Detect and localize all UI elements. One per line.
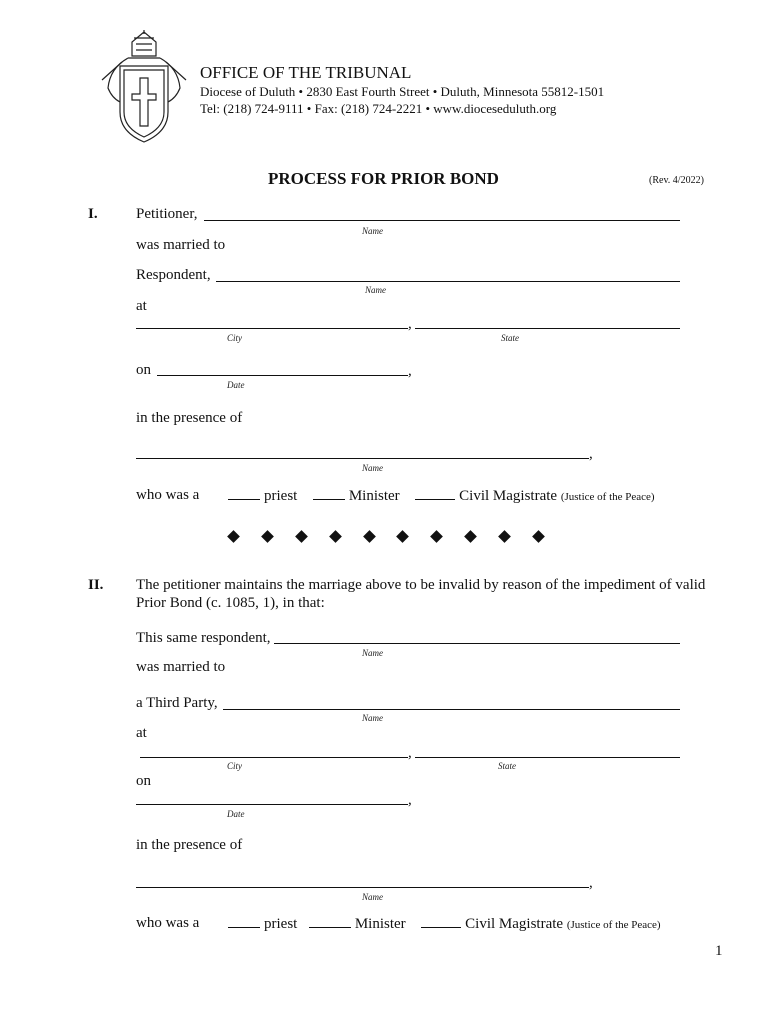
minister-label: Minister [354,916,406,932]
diamond-icon [363,530,376,543]
respondent-label: Respondent, [136,267,211,283]
third-party-name-field[interactable] [223,709,680,710]
married-to-label-2: was married to [136,659,226,675]
name-caption: Name [362,713,383,723]
comma: , [589,446,593,462]
name-caption: Name [362,463,383,473]
date-caption: Date [227,380,245,390]
who-was-label: who was a [136,487,200,503]
diamond-icon [498,530,511,543]
name-caption: Name [365,285,386,295]
comma: , [589,875,593,891]
officiant-type-options [228,487,655,505]
diocese-coat-of-arms-icon [98,28,190,148]
diamond-icon [227,530,240,543]
diamond-icon [396,530,409,543]
married-to-label: was married to [136,237,226,253]
justice-of-peace-note: (Justice of the Peace) [566,919,661,931]
on-label: on [136,362,151,378]
civil-magistrate-blank[interactable] [421,915,461,928]
city-field-2[interactable] [140,757,408,758]
priest-label: priest [264,916,298,932]
name-caption: Name [362,892,383,902]
at-label-2: at [136,725,147,741]
office-address: Diocese of Duluth • 2830 East Fourth Street • Duluth, Minnesota 55812-1501 [200,84,605,99]
office-title: OFFICE OF THE TRIBUNAL [200,63,412,82]
revision-date: (Rev. 4/2022) [649,175,704,186]
state-field-2[interactable] [415,757,680,758]
comma: , [408,792,412,808]
diamond-icon [430,530,443,543]
presence-label: in the presence of [136,410,243,426]
diamond-icon [464,530,477,543]
section2-intro-line1: The petitioner maintains the marriage above to be invalid by reason of the impediment of valid [136,577,706,593]
diamond-icon [532,530,545,543]
officiant-name-field[interactable] [136,458,589,459]
priest-blank[interactable] [228,487,260,500]
date-caption: Date [227,809,245,819]
state-caption: State [501,333,519,343]
section2-intro-line2: Prior Bond (c. 1085, 1), in that: [136,595,325,611]
minister-label: Minister [348,488,400,504]
minister-blank[interactable] [309,915,351,928]
at-label: at [136,298,147,314]
state-caption: State [498,761,516,771]
comma: , [408,363,412,379]
section-numeral-1: I. [88,206,98,222]
date-field[interactable] [157,375,408,376]
diamond-icon [261,530,274,543]
priest-label: priest [264,488,298,504]
respondent-name-field[interactable] [216,281,680,282]
diamond-icon [329,530,342,543]
civil-magistrate-label: Civil Magistrate [459,488,558,504]
officiant-type-options-2 [228,915,661,933]
who-was-label-2: who was a [136,915,200,931]
page-number: 1 [715,943,723,959]
comma: , [408,316,412,332]
state-field[interactable] [415,328,680,329]
name-caption: Name [362,226,383,236]
presence-label-2: in the presence of [136,837,243,853]
justice-of-peace-note: (Justice of the Peace) [560,491,655,503]
city-caption: City [227,333,242,343]
petitioner-name-field[interactable] [204,220,680,221]
respondent-name-field-2[interactable] [274,643,680,644]
page-title: PROCESS FOR PRIOR BOND [268,169,499,188]
diamond-icon [295,530,308,543]
priest-blank[interactable] [228,915,260,928]
officiant-name-field-2[interactable] [136,887,589,888]
civil-magistrate-label: Civil Magistrate [465,916,564,932]
city-field[interactable] [136,328,408,329]
office-contact: Tel: (218) 724-9111 • Fax: (218) 724-2221 • www.dioceseduluth.org [200,101,557,116]
same-respondent-label: This same respondent, [136,630,271,646]
third-party-label: a Third Party, [136,695,218,711]
minister-blank[interactable] [313,487,345,500]
petitioner-label: Petitioner, [136,206,198,222]
city-caption: City [227,761,242,771]
name-caption: Name [362,648,383,658]
section-numeral-2: II. [88,577,104,593]
comma: , [408,745,412,761]
on-label-2: on [136,773,151,789]
date-field-2[interactable] [136,804,408,805]
civil-magistrate-blank[interactable] [415,487,455,500]
